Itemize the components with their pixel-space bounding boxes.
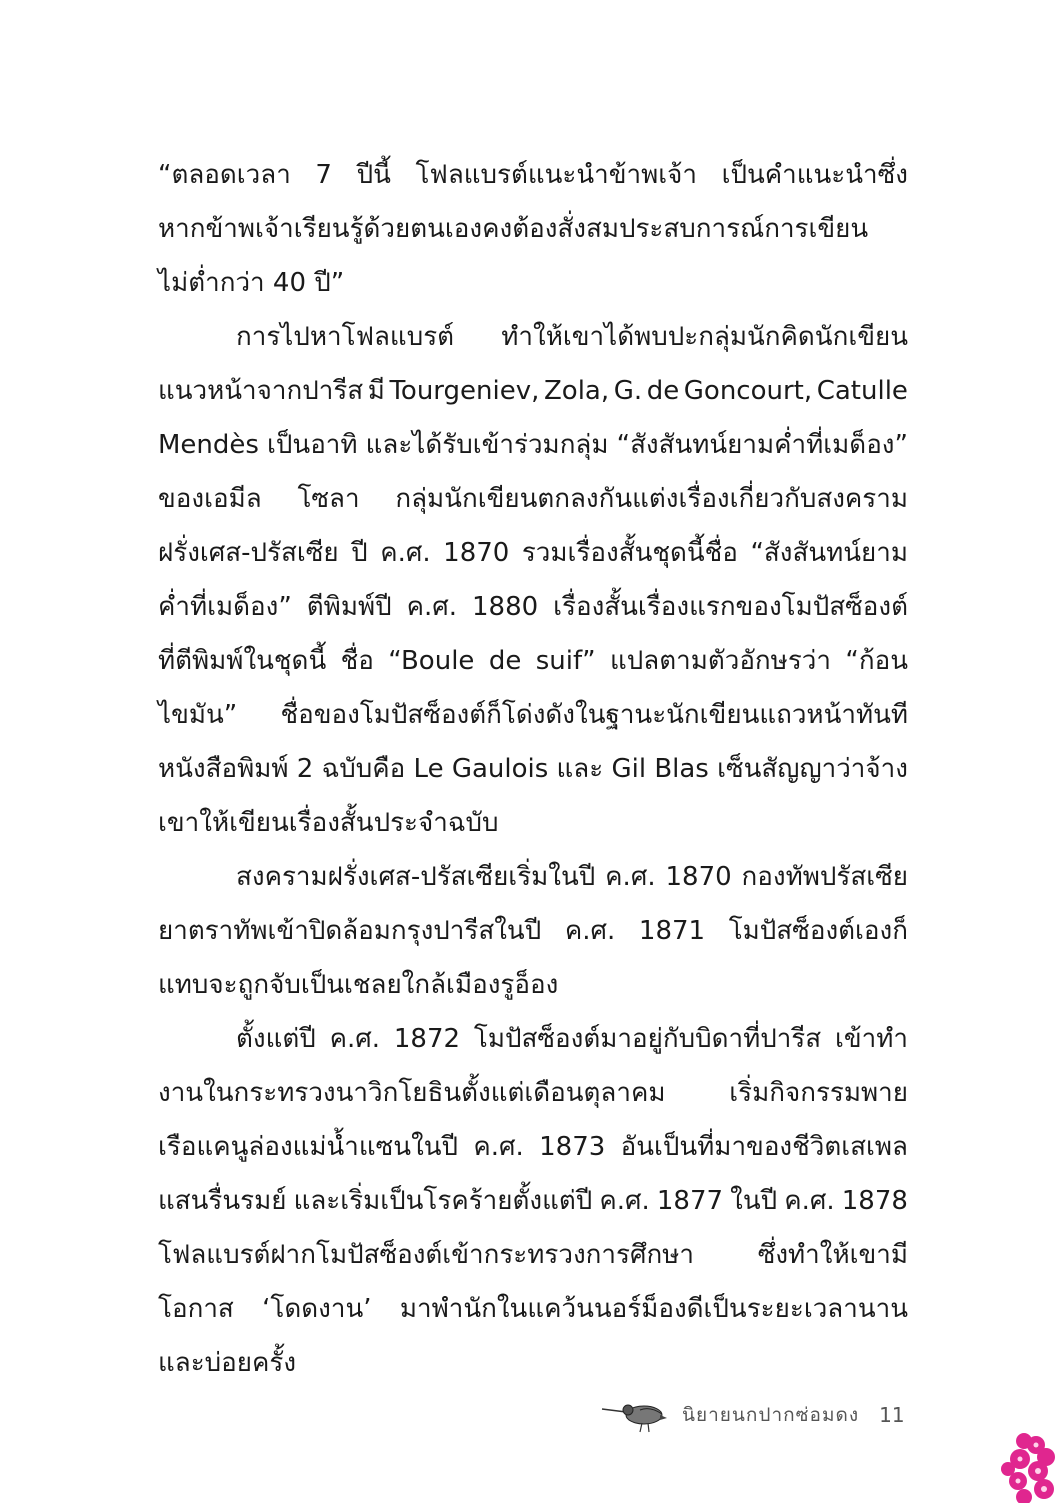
text-line: แนวหน้าจากปารีส มี Tourgeniev, Zola, G. de Goncourt, Catulle bbox=[158, 376, 908, 406]
text-line: ของเอมีล โซลา กลุ่มนักเขียนตกลงกันแต่งเรื่องเกี่ยวกับสงคราม bbox=[158, 484, 908, 514]
text-line: งานในกระทรวงนาวิกโยธินตั้งแต่เดือนตุลาคม เริ่มกิจกรรมพาย bbox=[158, 1078, 908, 1108]
body-text bbox=[158, 148, 908, 1390]
text-line: แทบจะถูกจับเป็นเชลยใกล้เมืองรูอ็อง bbox=[158, 970, 559, 1000]
text-line: Mendès เป็นอาทิ และได้รับเข้าร่วมกลุ่ม “สังสันทน์ยามค่ำที่เมด็อง” bbox=[158, 430, 908, 460]
text-line: แสนรื่นรมย์ และเริ่มเป็นโรคร้ายตั้งแต่ปี ค.ศ. 1877 ในปี ค.ศ. 1878 bbox=[158, 1186, 908, 1216]
page-number: 11 bbox=[879, 1403, 905, 1427]
book-title: นิยายนกปากซ่อมดง bbox=[682, 1404, 860, 1426]
text-line: ตั้งแต่ปี ค.ศ. 1872 โมปัสซ็องต์มาอยู่กับบิดาที่ปารีส เข้าทำ bbox=[236, 1024, 908, 1054]
text-line: และบ่อยครั้ง bbox=[158, 1348, 297, 1378]
text-line: โฟลแบรต์ฝากโมปัสซ็องต์เข้ากระทรวงการศึกษา ซึ่งทำให้เขามี bbox=[158, 1240, 908, 1270]
pink-flower-icon bbox=[998, 1425, 1056, 1503]
text-line: สงครามฝรั่งเศส-ปรัสเซียเริ่มในปี ค.ศ. 1870 กองทัพปรัสเซีย bbox=[236, 862, 908, 892]
text-line: “ตลอดเวลา 7 ปีนี้ โฟลแบรต์แนะนำข้าพเจ้า เป็นคำแนะนำซึ่ง bbox=[158, 160, 908, 190]
text-line: ที่ตีพิมพ์ในชุดนี้ ชื่อ “Boule de suif” แปลตามตัวอักษรว่า “ก้อน bbox=[158, 646, 908, 676]
text-line: หนังสือพิมพ์ 2 ฉบับคือ Le Gaulois และ Gil Blas เซ็นสัญญาว่าจ้าง bbox=[158, 754, 908, 784]
text-line: ไขมัน” ชื่อของโมปัสซ็องต์ก็โด่งดังในฐานะนักเขียนแถวหน้าทันที bbox=[158, 700, 908, 730]
text-line: เรือแคนูล่องแม่น้ำแซนในปี ค.ศ. 1873 อันเป็นที่มาของชีวิตเสเพล bbox=[158, 1132, 908, 1162]
text-line: เขาให้เขียนเรื่องสั้นประจำฉบับ bbox=[158, 808, 499, 838]
text-line: ฝรั่งเศส-ปรัสเซีย ปี ค.ศ. 1870 รวมเรื่องสั้นชุดนี้ชื่อ “สังสันทน์ยาม bbox=[158, 538, 908, 568]
text-line: การไปหาโฟลแบรต์ ทำให้เขาได้พบปะกลุ่มนักคิดนักเขียน bbox=[236, 322, 908, 352]
text-line: ไม่ต่ำกว่า 40 ปี” bbox=[158, 268, 345, 298]
text-line: โอกาส ‘โดดงาน’ มาพำนักในแคว้นนอร์ม็องดีเป็นระยะเวลานาน bbox=[158, 1294, 908, 1324]
page-footer bbox=[600, 1390, 905, 1440]
snipe-bird-icon bbox=[600, 1395, 668, 1435]
text-line: ยาตราทัพเข้าปิดล้อมกรุงปารีสในปี ค.ศ. 1871 โมปัสซ็องต์เองก็ bbox=[158, 916, 908, 946]
text-line: ค่ำที่เมด็อง” ตีพิมพ์ปี ค.ศ. 1880 เรื่องสั้นเรื่องแรกของโมปัสซ็องต์ bbox=[158, 592, 908, 622]
text-line: หากข้าพเจ้าเรียนรู้ด้วยตนเองคงต้องสั่งสมประสบการณ์การเขียน bbox=[158, 214, 869, 244]
